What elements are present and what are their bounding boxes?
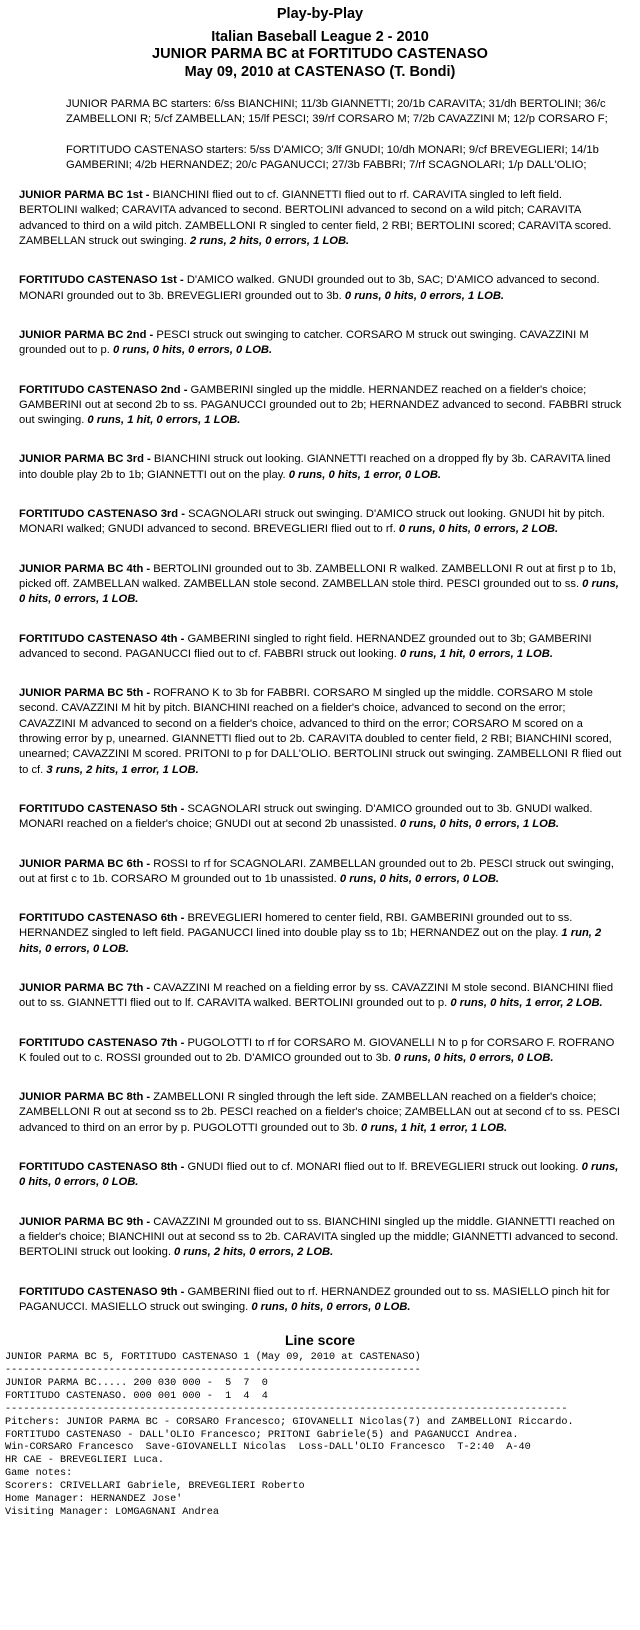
inning-entry xyxy=(19,1090,622,1136)
inning-entry xyxy=(19,632,622,663)
inning-plays: BIANCHINI flied out to cf. GIANNETTI flied out to rf. CARAVITA singled to left field. BERTOLINI walked; CARAVITA advanced to second. BERTOLINI advanced to second on a wild pitch; CARAVITA advanced to third on a wild pitch. ZAMBELLONI R singled to center field, 2 RBI; BERTOLINI scored; CARAVITA scored. ZAMBELLAN struck out swinging. xyxy=(19,189,612,248)
inning-label: FORTITUDO CASTENASO 3rd - xyxy=(19,508,185,521)
inning-summary: 0 runs, 0 hits, 1 error, 0 LOB. xyxy=(288,468,442,481)
inning-label: FORTITUDO CASTENASO 2nd - xyxy=(19,383,188,396)
home-starters: FORTITUDO CASTENASO starters: 5/ss D'AMICO; 3/lf GNUDI; 10/dh MONARI; 9/cf BREVEGLIERI; 14/1b GAMBERINI; 4/2b HERNANDEZ; 20/c PAGANUCCI; 27/3b FABBRI; 7/rf SCAGNOLARI; 1/p DALL'OLIO; xyxy=(66,143,599,171)
inning-label: JUNIOR PARMA BC 1st - xyxy=(19,189,150,202)
inning-entry xyxy=(19,1215,622,1261)
inning-summary: 1 run, 2 hits, 0 errors, 0 LOB. xyxy=(19,927,602,955)
line-score-title: Line score xyxy=(284,1332,356,1349)
inning-summary: 0 runs, 0 hits, 0 errors, 0 LOB. xyxy=(19,1161,619,1189)
inning-summary: 0 runs, 1 hit, 1 error, 1 LOB. xyxy=(361,1121,508,1134)
starters-section xyxy=(66,97,618,173)
inning-summary: 0 runs, 0 hits, 0 errors, 1 LOB. xyxy=(399,818,560,831)
inning-plays: SCAGNOLARI struck out swinging. D'AMICO struck out looking. GNUDI hit by pitch. MONARI walked; GNUDI advanced to second. BREVEGLIERI flied out to rf. xyxy=(19,508,605,536)
inning-label: JUNIOR PARMA BC 4th - xyxy=(19,562,151,575)
inning-summary: 3 runs, 2 hits, 1 error, 1 LOB. xyxy=(46,763,199,776)
inning-plays: ZAMBELLONI R singled through the left side. ZAMBELLAN reached on a fielder's choice; ZAMBELLONI R out at second ss to 2b. PESCI reached on a fielder's choice; ZAMBELLAN out at second cf to ss. PESCI advanced to third on an error by p. PUGOLOTTI grounded out to 3b. xyxy=(19,1091,620,1134)
inning-plays: CAVAZZINI M grounded out to ss. BIANCHINI singled up the middle. GIANNETTI reached on a fielder's choice; BIANCHINI out at second ss to 2b. CARAVITA singled up the middle; GIANNETTI advanced to second. BERTOLINI struck out looking. xyxy=(19,1215,619,1259)
inning-plays: D'AMICO walked. GNUDI grounded out to 3b, SAC; D'AMICO advanced to second. MONARI grounded out to 3b. BREVEGLIERI grounded out to 3b. xyxy=(19,274,600,302)
inning-plays: PESCI struck out swinging to catcher. CORSARO M struck out swinging. CAVAZZINI M grounded out to p. xyxy=(19,328,589,357)
inning-entry xyxy=(19,1160,622,1191)
inning-entry xyxy=(19,452,622,483)
report-header xyxy=(0,6,640,81)
visiting-starters: JUNIOR PARMA BC starters: 6/ss BIANCHINI; 11/3b GIANNETTI; 20/1b CARAVITA; 31/dh BERTOLINI; 36/c ZAMBELLONI R; 5/cf ZAMBELLAN; 15/lf PESCI; 39/rf CORSARO M; 7/2b CAVAZZINI M; 12/p CORSARO F; xyxy=(66,98,608,126)
inning-label: FORTITUDO CASTENASO 6th - xyxy=(19,912,185,925)
inning-plays: BREVEGLIERI homered to center field, RBI. GAMBERINI grounded out to ss. HERNANDEZ singled to left field. PAGANUCCI lined into double play ss to 1b; HERNANDEZ out on the play. xyxy=(19,912,573,940)
league-name: Italian Baseball League 2 - 2010 xyxy=(211,28,429,45)
inning-label: FORTITUDO CASTENASO 8th - xyxy=(19,1161,185,1174)
inning-entry xyxy=(19,273,622,304)
inning-label: JUNIOR PARMA BC 5th - xyxy=(19,687,151,700)
inning-plays: SCAGNOLARI struck out swinging. D'AMICO grounded out to 3b. GNUDI walked. MONARI reached on a fielder's choice; GNUDI out at second 2b unassisted. xyxy=(19,802,593,831)
inning-summary: 0 runs, 0 hits, 0 errors, 0 LOB. xyxy=(394,1051,554,1064)
inning-entry xyxy=(19,857,622,888)
inning-label: FORTITUDO CASTENASO 5th - xyxy=(19,802,185,815)
inning-label: JUNIOR PARMA BC 6th - xyxy=(19,857,151,870)
inning-entry xyxy=(19,188,622,249)
inning-entry xyxy=(19,562,622,608)
inning-label: JUNIOR PARMA BC 8th - xyxy=(19,1091,151,1104)
inning-plays: ROFRANO K to 3b for FABBRI. CORSARO M singled up the middle. CORSARO M stole second. CAVAZZINI M hit by pitch. BIANCHINI reached on a fielder's choice, advanced to second on the error; CAVAZZINI M advanced to second on a fielder's choice, advanced to third on the error; CORSARO M scored on a throwing error by p, unearned. GIANNETTI flied out to 2b. CARAVITA doubled to center field, 2 RBI; BIANCHINI scored, unearned; CAVAZZINI M scored. PRITONI to p for DALL'OLIO. BERTOLINI struck out swinging. ZAMBELLONI R flied out to cf. xyxy=(19,687,622,776)
inning-plays: GAMBERINI singled up the middle. HERNANDEZ reached on a fielder's choice; GAMBERINI out at second 2b to ss. PAGANUCCI grounded out to 2b; HERNANDEZ advanced to second. FABBRI struck out swinging. xyxy=(19,383,622,427)
inning-entry xyxy=(19,383,622,429)
inning-summary: 0 runs, 0 hits, 1 error, 2 LOB. xyxy=(450,997,603,1010)
inning-list xyxy=(19,188,622,1315)
matchup: JUNIOR PARMA BC at FORTITUDO CASTENASO xyxy=(152,46,488,62)
inning-plays: GAMBERINI singled to right field. HERNANDEZ grounded out to 3b; GAMBERINI advanced to second. PAGANUCCI flied out to cf. FABBRI struck out looking. xyxy=(19,632,592,660)
inning-label: JUNIOR PARMA BC 3rd - xyxy=(19,453,151,466)
inning-summary: 0 runs, 1 hit, 0 errors, 1 LOB. xyxy=(87,414,241,427)
inning-entry xyxy=(19,1285,622,1316)
inning-label: FORTITUDO CASTENASO 1st - xyxy=(19,274,184,287)
inning-plays: BIANCHINI struck out looking. GIANNETTI reached on a dropped fly by 3b. CARAVITA lined into double play 2b to 1b; GIANNETTI out on the play. xyxy=(19,453,611,481)
inning-plays: GNUDI flied out to cf. MONARI flied out to lf. BREVEGLIERI struck out looking. xyxy=(187,1161,579,1174)
inning-label: JUNIOR PARMA BC 2nd - xyxy=(19,328,154,341)
inning-label: FORTITUDO CASTENASO 4th - xyxy=(19,632,185,645)
inning-label: JUNIOR PARMA BC 9th - xyxy=(19,1215,151,1228)
inning-entry xyxy=(19,802,622,833)
inning-summary: 0 runs, 0 hits, 0 errors, 1 LOB. xyxy=(19,577,619,606)
inning-summary: 0 runs, 0 hits, 0 errors, 1 LOB. xyxy=(344,289,505,302)
inning-entry xyxy=(19,981,622,1012)
inning-entry xyxy=(19,911,622,957)
inning-entry xyxy=(19,507,622,538)
inning-plays: GAMBERINI flied out to rf. HERNANDEZ grounded out to ss. MASIELLO pinch hit for PAGANUCCI. MASIELLO struck out swinging. xyxy=(19,1285,610,1313)
inning-plays: CAVAZZINI M reached on a fielding error by ss. CAVAZZINI M stole second. BIANCHINI flied out to ss. GIANNETTI flied out to lf. CARAVITA walked. BERTOLINI grounded out to p. xyxy=(19,981,614,1010)
inning-summary: 0 runs, 1 hit, 0 errors, 1 LOB. xyxy=(399,647,553,660)
inning-label: JUNIOR PARMA BC 7th - xyxy=(19,981,151,994)
page-title: Play-by-Play xyxy=(276,6,364,22)
inning-label: FORTITUDO CASTENASO 9th - xyxy=(19,1285,185,1298)
inning-entry xyxy=(19,1036,622,1067)
inning-summary: 0 runs, 0 hits, 0 errors, 0 LOB. xyxy=(112,344,273,357)
inning-plays: PUGOLOTTI to rf for CORSARO M. GIOVANELLI N to p for CORSARO F. ROFRANO K fouled out to c. ROSSI grounded out to 2b. D'AMICO grounded out to 3b. xyxy=(19,1036,615,1064)
inning-summary: 0 runs, 0 hits, 0 errors, 0 LOB. xyxy=(251,1300,411,1313)
inning-label: FORTITUDO CASTENASO 7th - xyxy=(19,1036,185,1049)
inning-summary: 0 runs, 0 hits, 0 errors, 2 LOB. xyxy=(398,523,559,536)
line-score-box: JUNIOR PARMA BC 5, FORTITUDO CASTENASO 1 (May 09, 2010 at CASTENASO) -------------------------------------------------------------------- JUNIOR PARMA BC..... 200 030 000 - 5 7 0 FORTITUDO CASTENASO. 000 001 000 - 1 4 4 -------------------------------------------------------------------------------------------- Pitchers: JUNIOR PARMA BC - CORSARO Francesco; GIOVANELLI Nicolas(7) and ZAMBELLONI Riccardo. FORTITUDO CASTENASO - DALL'OLIO Francesco; PRITONI Gabriele(5) and PAGANUCCI Andrea. Win-CORSARO Francesco Save-GIOVANELLI Nicolas Loss-DALL'OLIO Francesco T-2:40 A-40 HR CAE - BREVEGLIERI Luca. Game notes: Scorers: CRIVELLARI Gabriele, BREVEGLIERI Roberto Home Manager: HERNANDEZ Jose' Visiting Manager: LOMGAGNANI Andrea xyxy=(5,1352,574,1519)
inning-plays: ROSSI to rf for SCAGNOLARI. ZAMBELLAN grounded out to 2b. PESCI struck out swinging, out at first c to 1b. CORSARO M grounded out to 1b unassisted. xyxy=(19,857,614,885)
inning-summary: 2 runs, 2 hits, 0 errors, 1 LOB. xyxy=(190,235,350,248)
inning-summary: 0 runs, 0 hits, 0 errors, 0 LOB. xyxy=(339,872,500,885)
inning-summary: 0 runs, 2 hits, 0 errors, 2 LOB. xyxy=(174,1246,334,1259)
inning-plays: BERTOLINI grounded out to 3b. ZAMBELLONI R walked. ZAMBELLONI R out at first p to 1b, picked off. ZAMBELLAN walked. ZAMBELLAN stole second. ZAMBELLAN stole third. PESCI grounded out to ss. xyxy=(19,562,617,590)
inning-entry xyxy=(19,328,622,359)
inning-entry xyxy=(19,686,622,778)
game-date-venue: May 09, 2010 at CASTENASO (T. Bondi) xyxy=(184,63,456,80)
